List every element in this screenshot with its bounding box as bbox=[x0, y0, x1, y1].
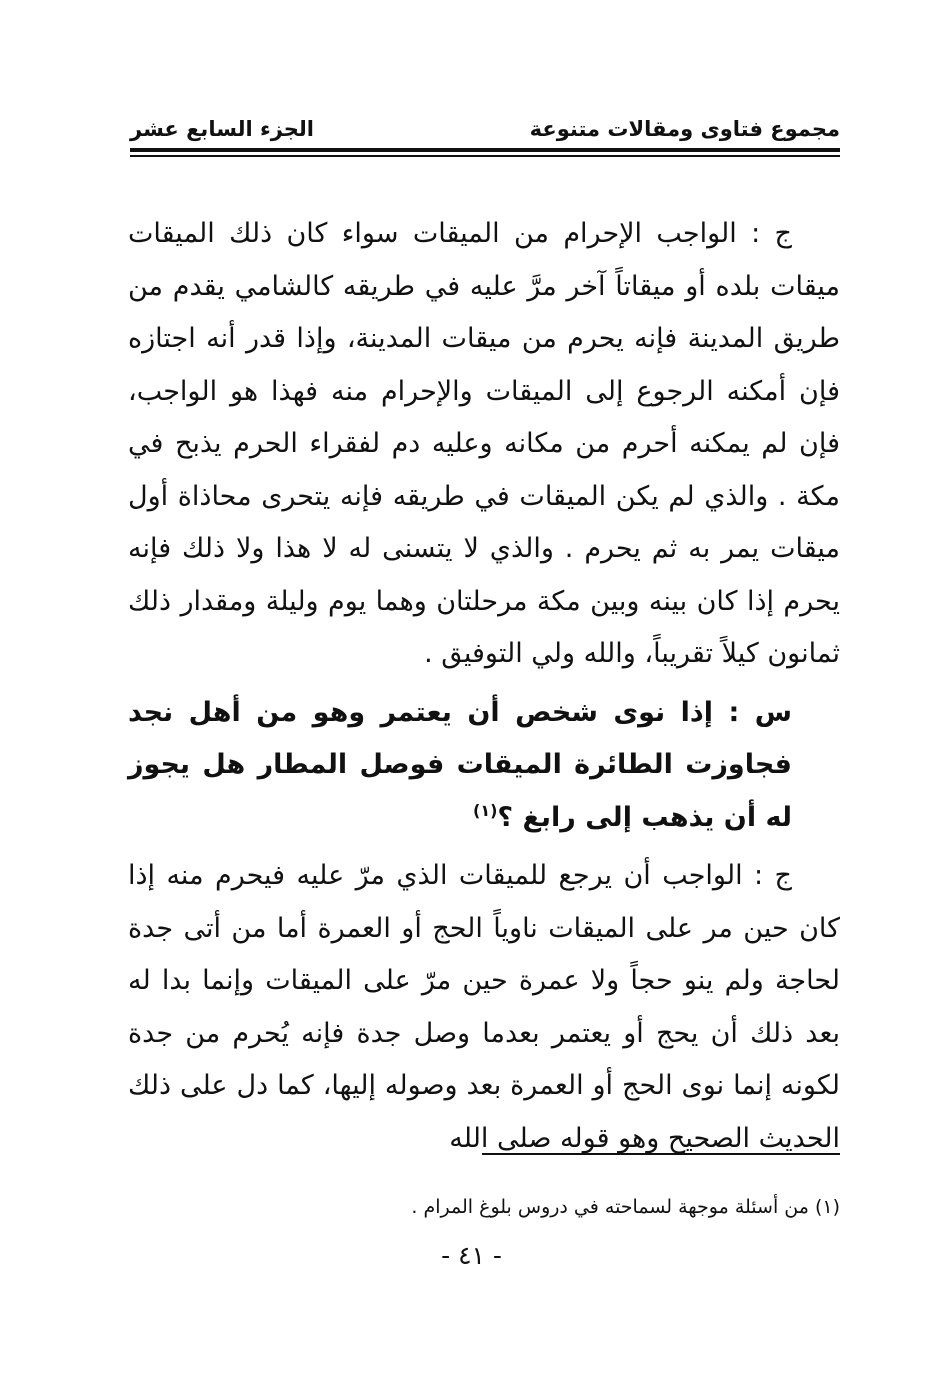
book-title: مجموع فتاوى ومقالات متنوعة bbox=[529, 117, 840, 141]
answer-paragraph: ج : الواجب أن يرجع للميقات الذي مرّ عليه فيحرم منه إذا كان حين مر على الميقات ناوياً الحج أو العمرة أما من أتى جدة لحاجة ولم ينو حجاً ولا عمرة حين مرّ على الميقات وإنما بدا له بعد ذلك أن يحج أو يعتمر بعدما وصل جدة فإنه يُحرم من جدة لكونه إنما نوى الحج أو العمرة بعد وصوله إليها، كما دل على ذلك الحديث الصحيح وهو قوله صلى الله bbox=[128, 860, 840, 1154]
body-text bbox=[128, 208, 840, 1165]
question-text: س : إذا نوى شخص أن يعتمر وهو من أهل نجد فجاوزت الطائرة الميقات فوصل المطار هل يجوز له أن يذهب إلى رابغ ؟ bbox=[128, 696, 792, 833]
footnote-marker: (١) bbox=[473, 800, 498, 820]
footnote: (١) من أسئلة موجهة لسماحته في دروس بلوغ المرام . bbox=[411, 1196, 840, 1218]
header-rule-thin bbox=[130, 155, 840, 157]
answer-paragraph: ج : الواجب الإحرام من الميقات سواء كان ذلك الميقات ميقات بلده أو ميقاتاً آخر مرَّ عليه في طريقه كالشامي يقدم من طريق المدينة فإنه يحرم من ميقات المدينة، وإذا قدر أنه اجتازه فإن أمكنه الرجوع إلى الميقات والإحرام منه فهذا هو الواجب، فإن لم يمكنه أحرم من مكانه وعليه دم لفقراء الحرم يذبح في مكة . والذي لم يكن الميقات في طريقه فإنه يتحرى محاذاة أول ميقات يمر به ثم يحرم . والذي لا يتسنى له لا هذا ولا ذلك فإنه يحرم إذا كان بينه وبين مكة مرحلتان وهما يوم وليلة ومقدار ذلك ثمانون كيلاً تقريباً، والله ولي التوفيق . bbox=[128, 218, 840, 669]
question-paragraph bbox=[128, 687, 840, 845]
volume-title: الجزء السابع عشر bbox=[130, 117, 314, 141]
footnote-separator bbox=[482, 1153, 840, 1155]
page-number: - ٤١ - bbox=[441, 1241, 502, 1270]
header-rule-thick bbox=[130, 148, 840, 152]
page-header bbox=[130, 114, 840, 148]
